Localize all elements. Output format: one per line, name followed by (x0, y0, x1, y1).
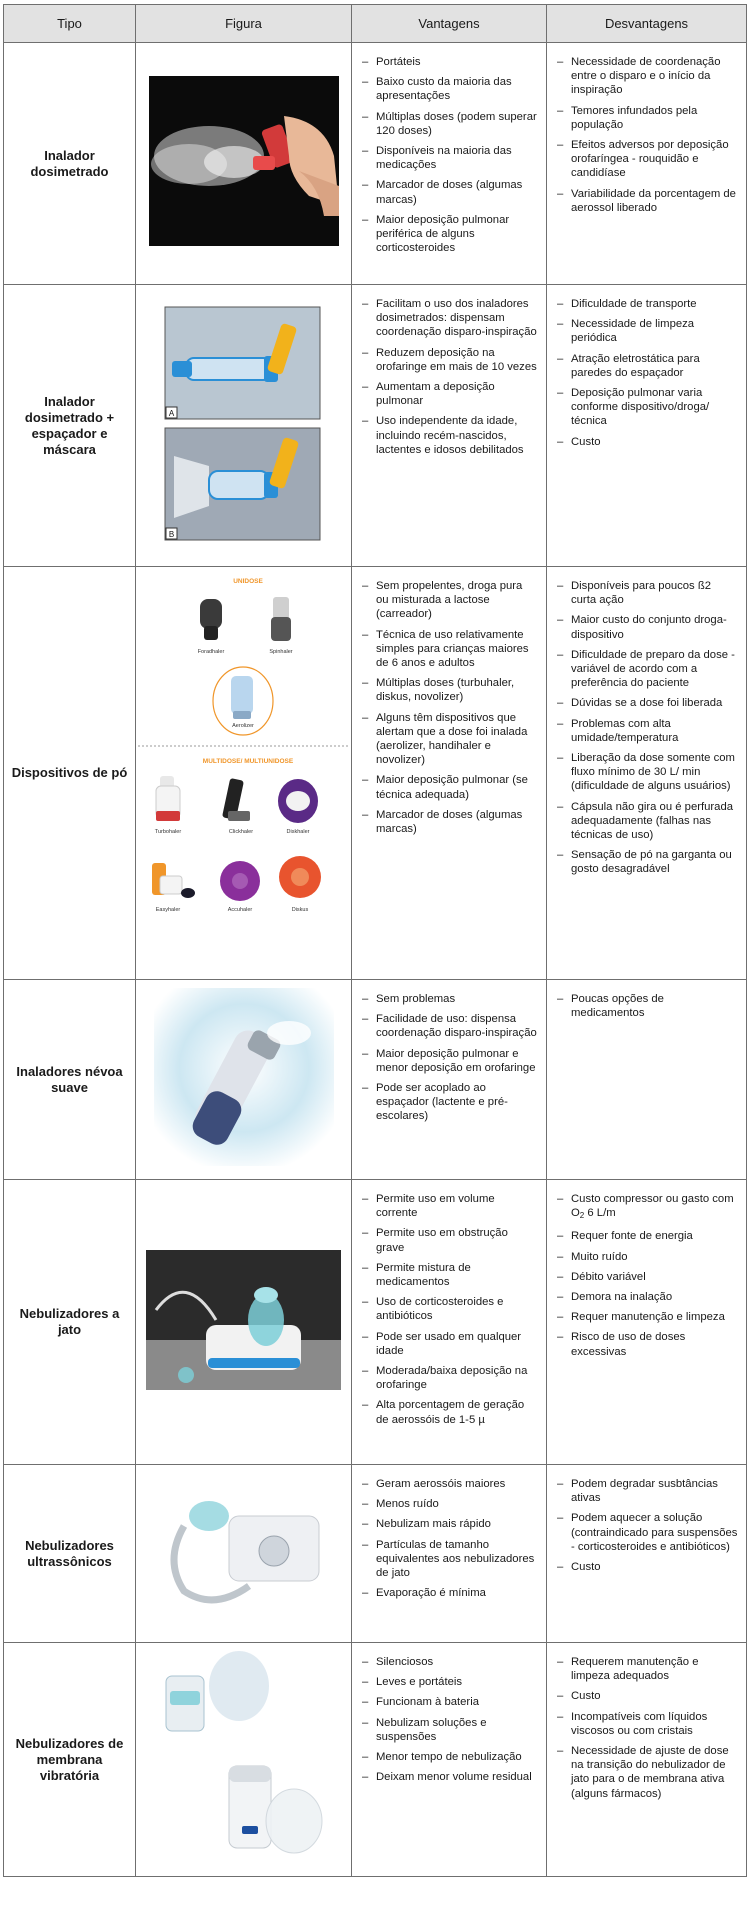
table-row (4, 1180, 747, 1465)
desvantagens-list (557, 992, 738, 1020)
row-type: Nebulizadores de membrana vibratória (4, 1643, 136, 1877)
list-item: – Incompatíveis com líquidos viscosos ou com cristais (557, 1710, 738, 1738)
desvantagens-list (557, 1192, 738, 1359)
row-type: Inaladores névoa suave (4, 980, 136, 1180)
list-item: – Dificuldade de preparo da dose - variável de acordo com a preferência do paciente (557, 648, 738, 691)
jet-nebulizer-photo (146, 1250, 341, 1390)
list-item: – Efeitos adversos por deposição orofaríngea - rouquidão e candidíase (557, 138, 738, 181)
list-item: – Nebulizam soluções e suspensões (362, 1716, 538, 1744)
list-item: – Silenciosos (362, 1655, 538, 1669)
list-item: – Marcador de doses (algumas marcas) (362, 178, 538, 206)
list-item: – Atração eletrostática para paredes do espaçador (557, 352, 738, 380)
table-row (4, 1465, 747, 1643)
figure-cell (136, 1465, 352, 1643)
desvantagens-cell (547, 285, 747, 567)
spacer-and-mask-photos (164, 306, 324, 541)
list-item: – Custo (557, 435, 738, 449)
table-row (4, 1643, 747, 1877)
device-label: Easyhaler (155, 906, 180, 913)
vibrating-mesh-nebulizer-photo (154, 1646, 334, 1868)
figure-cell (136, 980, 352, 1180)
figure-cell (136, 567, 352, 980)
list-item: – Requer fonte de energia (557, 1229, 738, 1243)
list-item: – Variabilidade da porcentagem de aerossol liberado (557, 187, 738, 215)
list-item: – Dúvidas se a dose foi liberada (557, 696, 738, 710)
list-item: – Geram aerossóis maiores (362, 1477, 538, 1491)
table-row (4, 43, 747, 285)
list-item: – Nebulizam mais rápido (362, 1517, 538, 1531)
header-figura: Figura (136, 5, 352, 43)
list-item: – Dificuldade de transporte (557, 297, 738, 311)
list-item: – Podem aquecer a solução (contraindicado para suspensões - corticosteroides e antibióticos) (557, 1511, 738, 1554)
list-item: – Liberação da dose somente com fluxo mínimo de 30 L/ min (dificuldade de alguns usuários) (557, 751, 738, 794)
ultrasonic-nebulizer-photo (154, 1481, 334, 1621)
desvantagens-cell (547, 1465, 747, 1643)
list-item: – Custo compressor ou gasto com $O_2$ 6 L/m (557, 1192, 738, 1223)
list-item: – Múltiplas doses (podem superar 120 doses) (362, 110, 538, 138)
vantagens-cell (352, 43, 547, 285)
label-b: B (168, 529, 174, 539)
list-item: – Moderada/baixa deposição na orofaringe (362, 1364, 538, 1392)
list-item: – Temores infundados pela população (557, 104, 738, 132)
list-item: – Técnica de uso relativamente simples para crianças maiores de 6 anos e adultos (362, 628, 538, 671)
list-item: – Menor tempo de nebulização (362, 1750, 538, 1764)
list-item: – Reduzem deposição na orofaringe em mais de 10 vezes (362, 346, 538, 374)
list-item: – Custo (557, 1560, 738, 1574)
desvantagens-cell (547, 980, 747, 1180)
list-item: – Problemas com alta umidade/temperatura (557, 717, 738, 745)
row-type: Nebulizadores a jato (4, 1180, 136, 1465)
device-label: Foradhaler (197, 648, 224, 655)
list-item: – Disponíveis na maioria das medicações (362, 144, 538, 172)
list-item: – Portáteis (362, 55, 538, 69)
list-item: – Múltiplas doses (turbuhaler, diskus, novolizer) (362, 676, 538, 704)
vantagens-list (362, 1655, 538, 1784)
list-item: – Deixam menor volume residual (362, 1770, 538, 1784)
vantagens-cell (352, 1465, 547, 1643)
unidose-label: UNIDOSE (232, 577, 263, 585)
device-label: Aerolizer (231, 722, 254, 729)
label-a: A (168, 408, 174, 418)
header-desvantagens: Desvantagens (547, 5, 747, 43)
list-item: – Menos ruído (362, 1497, 538, 1511)
table-row (4, 285, 747, 567)
desvantagens-cell (547, 1180, 747, 1465)
row-type: Inalador dosimetrado (4, 43, 136, 285)
list-item: – Necessidade de limpeza periódica (557, 317, 738, 345)
list-item: – Maior deposição pulmonar periférica de alguns corticosteroides (362, 213, 538, 256)
list-item: – Sensação de pó na garganta ou gosto desagradável (557, 848, 738, 876)
list-item: – Maior deposição pulmonar e menor deposição em orofaringe (362, 1047, 538, 1075)
desvantagens-cell (547, 567, 747, 980)
list-item: – Poucas opções de medicamentos (557, 992, 738, 1020)
list-item: – Baixo custo da maioria das apresentações (362, 75, 538, 103)
device-label: Turbohaler (154, 828, 181, 835)
list-item: – Muito ruído (557, 1250, 738, 1264)
desvantagens-list (557, 55, 738, 215)
list-item: – Leves e portáteis (362, 1675, 538, 1689)
desvantagens-list (557, 297, 738, 449)
list-item: – Débito variável (557, 1270, 738, 1284)
list-item: – Necessidade de coordenação entre o disparo e o início da inspiração (557, 55, 738, 98)
vantagens-list (362, 1192, 538, 1427)
list-item: – Sem propelentes, droga pura ou misturada a lactose (carreador) (362, 579, 538, 622)
desvantagens-list (557, 1477, 738, 1574)
vantagens-list (362, 992, 538, 1124)
figure-cell (136, 285, 352, 567)
header-row (4, 5, 747, 43)
desvantagens-cell (547, 43, 747, 285)
figure-cell (136, 1180, 352, 1465)
device-label: Diskhaler (286, 828, 309, 835)
list-item: – Custo (557, 1689, 738, 1703)
list-item: – Permite mistura de medicamentos (362, 1261, 538, 1289)
list-item: – Partículas de tamanho equivalentes aos nebulizadores de jato (362, 1538, 538, 1581)
vantagens-cell (352, 285, 547, 567)
list-item: – Podem degradar susbtâncias ativas (557, 1477, 738, 1505)
vantagens-list (362, 579, 538, 836)
figure-cell (136, 43, 352, 285)
row-type: Nebulizadores ultrassônicos (4, 1465, 136, 1643)
list-item: – Pode ser usado em qualquer idade (362, 1330, 538, 1358)
vantagens-cell (352, 1180, 547, 1465)
list-item: – Funcionam à bateria (362, 1695, 538, 1709)
multidose-label: MULTIDOSE/ MULTIUNIDOSE (202, 757, 293, 765)
list-item: – Uso de corticosteroides e antibióticos (362, 1295, 538, 1323)
table-row (4, 567, 747, 980)
list-item: – Permite uso em volume corrente (362, 1192, 538, 1220)
device-label: Accuhaler (227, 906, 252, 913)
list-item: – Alta porcentagem de geração de aerossóis de 1-5 µ (362, 1398, 538, 1426)
list-item: – Permite uso em obstrução grave (362, 1226, 538, 1254)
list-item: – Disponíveis para poucos ß2 curta ação (557, 579, 738, 607)
list-item: – Maior custo do conjunto droga-dispositivo (557, 613, 738, 641)
list-item: – Pode ser acoplado ao espaçador (lactente e pré-escolares) (362, 1081, 538, 1124)
figure-cell (136, 1643, 352, 1877)
list-item: – Sem problemas (362, 992, 538, 1006)
list-item: – Maior deposição pulmonar (se técnica adequada) (362, 773, 538, 801)
list-item: – Risco de uso de doses excessivas (557, 1330, 738, 1358)
list-item: – Deposição pulmonar varia conforme dispositivo/droga/ técnica (557, 386, 738, 429)
device-label: Clickhaler (228, 828, 253, 835)
list-item: – Requer manutenção e limpeza (557, 1310, 738, 1324)
list-item: – Facilidade de uso: dispensa coordenação disparo-inspiração (362, 1012, 538, 1040)
dry-powder-devices-figure (138, 571, 350, 971)
soft-mist-inhaler-photo (154, 988, 334, 1166)
vantagens-cell (352, 1643, 547, 1877)
vantagens-list (362, 1477, 538, 1600)
list-item: – Cápsula não gira ou é perfurada adequadamente (falhas nas técnicas de uso) (557, 800, 738, 843)
vantagens-list (362, 55, 538, 255)
device-label: Spinhaler (268, 648, 293, 655)
table-row (4, 980, 747, 1180)
row-type: Dispositivos de pó (4, 567, 136, 980)
desvantagens-list (557, 579, 738, 877)
device-label: Diskus (291, 906, 308, 913)
row-type: Inalador dosimetrado + espaçador e máscara (4, 285, 136, 567)
inhaler-comparison-table (3, 4, 747, 1877)
metered-dose-inhaler-photo (149, 76, 339, 246)
vantagens-list (362, 297, 538, 457)
list-item: – Evaporação é mínima (362, 1586, 538, 1600)
list-item: – Demora na inalação (557, 1290, 738, 1304)
desvantagens-list (557, 1655, 738, 1801)
header-tipo: Tipo (4, 5, 136, 43)
list-item: – Facilitam o uso dos inaladores dosimetrados: dispensam coordenação disparo-inspiração (362, 297, 538, 340)
list-item: – Aumentam a deposição pulmonar (362, 380, 538, 408)
list-item: – Alguns têm dispositivos que alertam que a dose foi inalada (aerolizer, handihaler e novolizer) (362, 711, 538, 768)
header-vantagens: Vantagens (352, 5, 547, 43)
vantagens-cell (352, 567, 547, 980)
list-item: – Necessidade de ajuste de dose na transição do nebulizador de jato para o de membrana ativa (alguns fármacos) (557, 1744, 738, 1801)
vantagens-cell (352, 980, 547, 1180)
list-item: – Requerem manutenção e limpeza adequados (557, 1655, 738, 1683)
list-item: – Marcador de doses (algumas marcas) (362, 808, 538, 836)
desvantagens-cell (547, 1643, 747, 1877)
list-item: – Uso independente da idade, incluindo recém-nascidos, lactentes e idosos debilitados (362, 414, 538, 457)
